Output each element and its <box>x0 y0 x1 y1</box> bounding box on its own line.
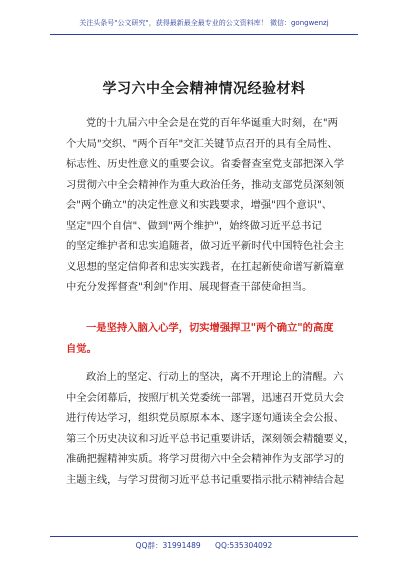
text-line: 党的十九届六中全会是在党的百年华诞重大时刻，在"两 <box>86 117 338 129</box>
footer-contact <box>50 540 358 551</box>
text-line: 习贯彻六中全会精神作为重大政治任务，推动支部党员深刻领 <box>66 178 345 191</box>
footer-divider <box>50 536 358 537</box>
header-divider <box>50 34 358 35</box>
heading-line: 一是坚持入脑入心学，切实增强捍卫"两个确立"的高度 <box>86 322 334 334</box>
text-line: 的坚定维护者和忠实追随者，做习近平新时代中国特色社会主 <box>66 240 345 252</box>
heading-line: 自觉。 <box>66 342 97 355</box>
text-line: 中全会闭幕后，按照厅机关党委统一部署，迅速召开党员大会 <box>66 391 345 404</box>
text-line: 会"两个确立"的决定性意义和实践要求，增强"四个意识"、 <box>66 199 333 211</box>
document-title: 学习六中全会精神情况经验材料 <box>102 81 306 97</box>
footer-qq-group: QQ群：31991489 <box>135 541 201 550</box>
section-heading-1 <box>66 318 356 359</box>
text-line: 进行传达学习，组织党员原原本本、逐字逐句通读全会公报、 <box>66 412 345 424</box>
paragraph-body <box>66 367 356 490</box>
text-line: 政治上的坚定、行动上的坚决，离不开理论上的清醒。六 <box>86 371 344 383</box>
text-line: 义思想的坚定信仰者和忠实实践者，在扛起新使命谱写新篇章 <box>66 260 345 273</box>
paragraph-intro <box>66 113 356 298</box>
text-line: 主题主线，与学习贯彻习近平总书记重要指示批示精神结合起 <box>66 473 345 486</box>
text-line: 标志性、历史性意义的重要会议。省委督查室党支部把深入学 <box>66 158 345 170</box>
text-line: 准确把握精神实质。将学习贯彻六中全会精神作为支部学习的 <box>66 453 345 465</box>
text-line: 中充分发挥督查"利剑"作用、展现督查干部使命担当。 <box>66 281 313 293</box>
text-line: 个大局"交织、"两个百年"交汇关键节点召开的具有全局性、 <box>66 137 338 150</box>
text-line: 第三个历史决议和习近平总书记重要讲话，深刻领会精髓要义， <box>66 432 355 445</box>
header-banner: 关注头条号"公文研究"，获得最新最全最专业的公文资料库！ 微信：gongwenzj <box>79 19 329 27</box>
footer-qq-number: QQ:535304092 <box>215 541 273 550</box>
text-line: 坚定"四个自信"、做到"两个维护"，始终做习近平总书记 <box>66 219 322 232</box>
